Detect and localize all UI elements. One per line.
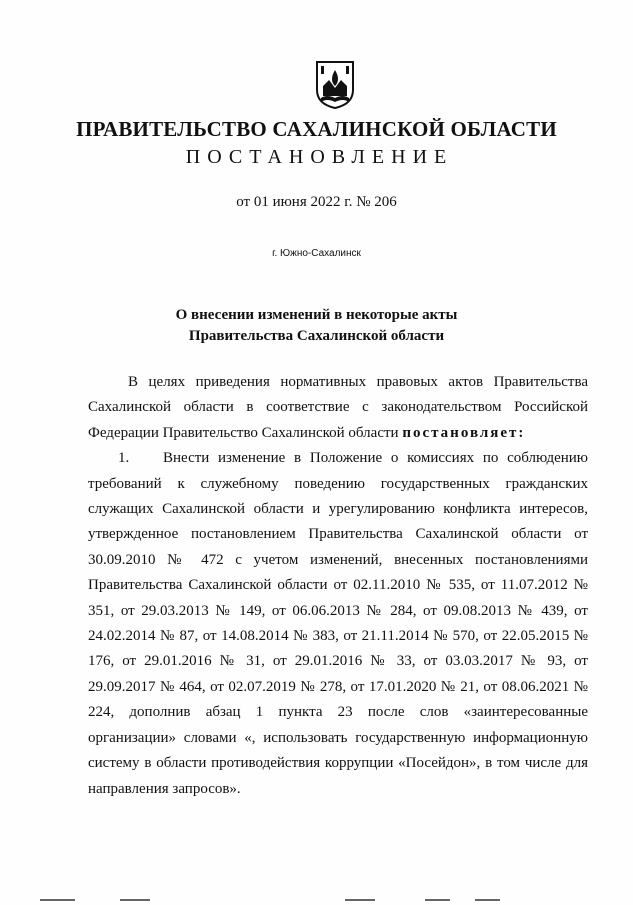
item-1-number: 1. xyxy=(118,450,130,467)
scan-marks xyxy=(0,895,633,905)
date-line: от 01 июня 2022 г. № 206 xyxy=(236,194,397,210)
item-1-paragraph xyxy=(88,446,588,802)
preamble-paragraph xyxy=(88,370,588,446)
preamble-keyword: постановляет: xyxy=(402,424,526,441)
document-subject xyxy=(0,305,633,347)
item-1-text: Внести изменение в Положение о комиссиях по соблюдению требований к служебному поведению государственных гражданских служащих Сахалинской области и урегулированию конфликта интересов, утвержденное постановлением Правительства Сахалинской области от 30.09.2010 № 472 с учетом изменений, внесенных постановлениями Правительства Сахалинской области от 02.11.2010 № 535, от 11.07.2012 № 351, от 29.03.2013 № 149, от 06.06.2013 № 284, от 09.08.2013 № 439, от 24.02.2014 № 87, от 14.08.2014 № 383, от 21.11.2014 № 570, от 22.05.2015 № 176, от 29.01.2016 № 31, от 29.01.2016 № 33, от 03.03.2017 № 93, от 29.09.2017 № 464, от 02.07.2019 № 278, от 17.01.2020 № 21, от 08.06.2021 № 224, дополнив абзац 1 пункта 23 после слов «заинтересованные организации» словами «, использовать государственную информационную систему в области противодействия коррупции «Посейдон», в том числе для направления запросов». xyxy=(88,450,588,797)
document-type: ПОСТАНОВЛЕНИЕ xyxy=(185,146,454,168)
coat-of-arms-icon xyxy=(315,60,355,110)
subject-line-1: О внесении изменений в некоторые акты xyxy=(175,307,458,323)
subject-line-2: Правительства Сахалинской области xyxy=(188,328,445,344)
document-body xyxy=(88,370,588,802)
preamble-text: В целях приведения нормативных правовых актов Правительства Сахалинской области в соответствие с законодательством Российской Федерации Правительство Сахалинской области xyxy=(88,374,588,441)
city-line: г. Южно-Сахалинск xyxy=(272,248,361,259)
government-title: ПРАВИТЕЛЬСТВО САХАЛИНСКОЙ ОБЛАСТИ xyxy=(76,117,557,141)
